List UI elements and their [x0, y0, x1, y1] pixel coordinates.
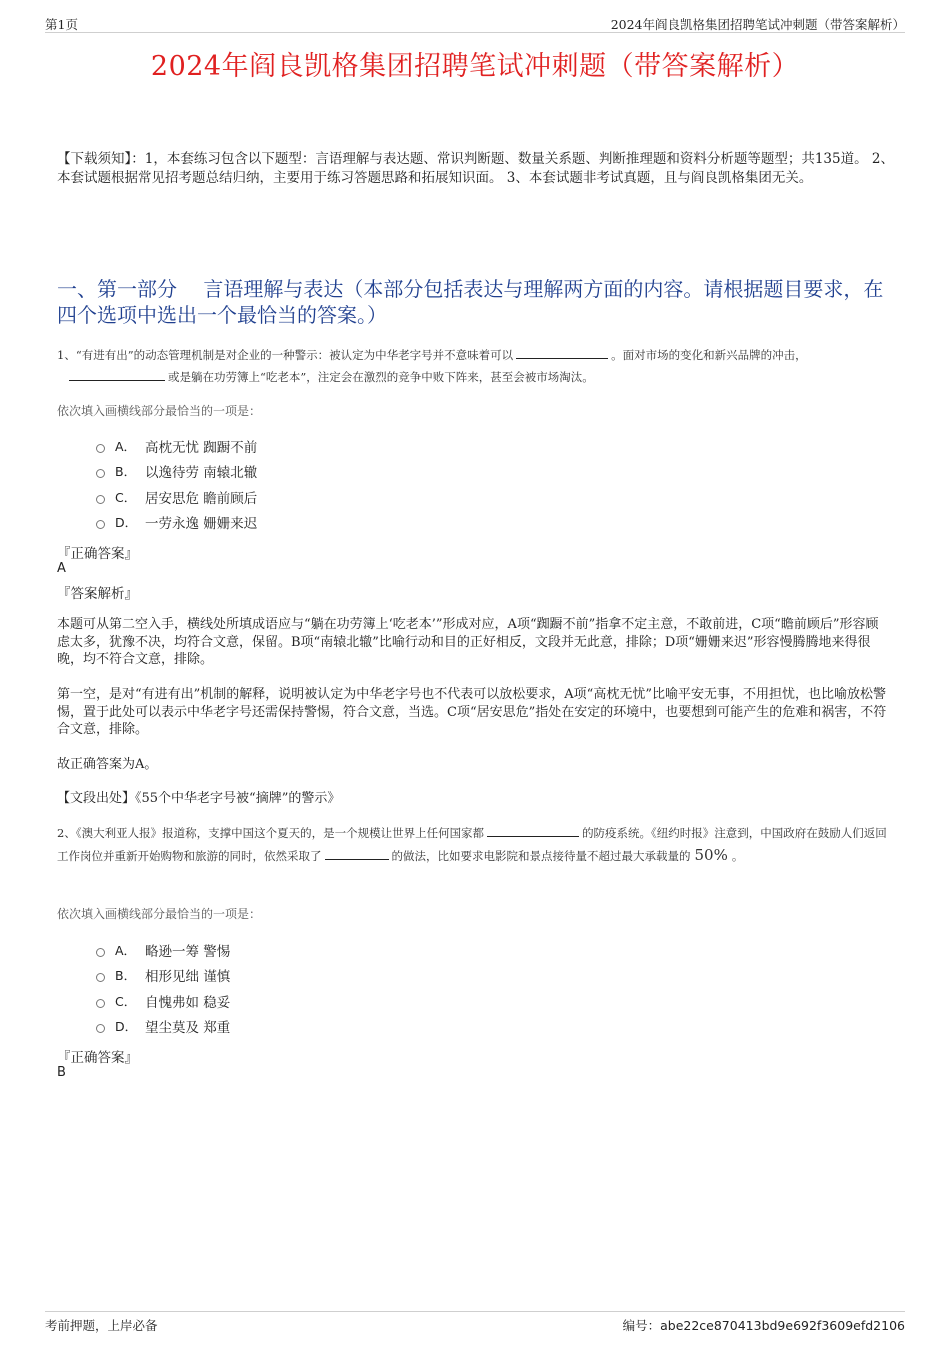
page-header — [45, 14, 905, 33]
question-1-stem — [57, 344, 892, 388]
q1-options — [96, 433, 257, 535]
radio-icon[interactable] — [96, 1024, 105, 1033]
q1-option-a[interactable]: A． 高枕无忧 踟蹰不前 — [96, 433, 257, 459]
q2-option-b[interactable]: B． 相形见绌 谨慎 — [96, 963, 230, 989]
question-2-stem — [57, 822, 892, 867]
radio-icon[interactable] — [96, 973, 105, 982]
q2-stem-part4: 。 — [731, 849, 744, 863]
footer-slogan: 考前押题，上岸必备 — [45, 1318, 158, 1333]
q1-instruction: 依次填入画横线部分最恰当的一项是： — [57, 404, 262, 418]
q2-blank-1 — [487, 824, 579, 837]
document-title: 2024年阎良凯格集团招聘笔试冲刺题（带答案解析） — [150, 51, 800, 82]
q2-option-a[interactable]: A． 略逊一筹 警惕 — [96, 937, 230, 963]
q1-analysis-label: 『答案解析』 — [57, 586, 138, 602]
footer-code-value: abe22ce870413bd9e692f3609efd2106 — [660, 1318, 905, 1333]
footer-code-label: 编号： — [622, 1318, 661, 1333]
q1-option-b[interactable]: B． 以逸待劳 南辕北辙 — [96, 459, 257, 485]
q1-analysis-para-1: 本题可从第二空入手，横线处所填成语应与“躺在功劳簿上‘吃老本’”形成对应，A项“踟蹰不前”指拿不定主意，不敢前进，C项“瞻前顾后”形容顾虑太多，犹豫不决，均符合文意，保留。B项“南辕北辙”比喻行动和目的正好相反，文段并无此意，排除；D项“姗姗来迟”形容慢腾腾地来得很晚，均不符合文意，排除。 — [57, 617, 879, 667]
header-doc-title: 2024年阎良凯格集团招聘笔试冲刺题（带答案解析） — [610, 17, 905, 32]
q2-blank-2 — [325, 847, 389, 860]
radio-icon[interactable] — [96, 948, 105, 957]
q2-correct-answer-label: 『正确答案』 — [57, 1050, 138, 1066]
q1-stem-part2: 。面对市场的变化和新兴品牌的冲击， — [611, 348, 807, 362]
radio-icon[interactable] — [96, 999, 105, 1008]
q1-option-c[interactable]: C． 居安思危 瞻前顾后 — [96, 484, 257, 510]
page-number: 第1页 — [45, 17, 78, 32]
q2-stem-part1: 2、《澳大利亚人报》报道称，支撑中国这个夏天的，是一个规模让世界上任何国家都 — [57, 826, 485, 840]
q2-stem-part3: 的做法，比如要求电影院和景点接待量不超过最大承载量的 — [391, 849, 691, 863]
q2-correct-answer: B — [57, 1065, 66, 1080]
q1-analysis-para-3: 故正确答案为A。 — [57, 757, 158, 772]
q1-blank-1 — [516, 346, 608, 359]
q1-source: 【文段出处】《55个中华老字号被“摘牌”的警示》 — [57, 791, 341, 806]
q1-blank-2 — [69, 368, 165, 381]
q1-correct-answer-label: 『正确答案』 — [57, 546, 138, 562]
q2-option-c[interactable]: C． 自愧弗如 稳妥 — [96, 988, 230, 1014]
q1-correct-answer: A — [57, 561, 66, 576]
section-title: 一、第一部分 言语理解与表达（本部分包括表达与理解两方面的内容。请根据题目要求，在四个选项中选出一个最恰当的答案。） — [57, 277, 884, 327]
radio-icon[interactable] — [96, 495, 105, 504]
q1-option-d[interactable]: D． 一劳永逸 姗姗来迟 — [96, 510, 257, 536]
q2-stem-part2: 的防疫系统。《纽约时报》注意到，中国政府在鼓励人们返回工作岗位并重新开始购物和旅游的同时，依然采取了 — [57, 826, 887, 863]
q2-percent: 50% — [694, 846, 728, 864]
download-notice: 【下载须知】：1，本套练习包含以下题型：言语理解与表达题、常识判断题、数量关系题、判断推理题和资料分析题等题型；共135道。 2、本套试题根据常见招考题总结归纳，主要用于练习答题思路和拓展知识面。 3、本套试题非考试真题，且与阎良凯格集团无关。 — [57, 151, 894, 186]
radio-icon[interactable] — [96, 469, 105, 478]
radio-icon[interactable] — [96, 444, 105, 453]
page-footer — [45, 1311, 905, 1334]
q2-option-d[interactable]: D． 望尘莫及 郑重 — [96, 1014, 230, 1040]
footer-code — [623, 1316, 905, 1334]
q1-analysis-para-2: 第一空，是对“有进有出”机制的解释，说明被认定为中华老字号也不代表可以放松要求，A项“高枕无忧”比喻平安无事，不用担忧，也比喻放松警惕，置于此处可以表示中华老字号还需保持警惕，符合文意，当选。C项“居安思危”指处在安定的环境中，也要想到可能产生的危难和祸害，不符合文意，排除。 — [57, 687, 887, 737]
q2-instruction: 依次填入画横线部分最恰当的一项是： — [57, 907, 262, 921]
radio-icon[interactable] — [96, 520, 105, 529]
q1-stem-part1: 1、“有进有出”的动态管理机制是对企业的一种警示：被认定为中华老字号并不意味着可以 — [57, 348, 514, 362]
q1-stem-part3: 或是躺在功劳簿上“吃老本”，注定会在激烈的竞争中败下阵来，甚至会被市场淘汰。 — [168, 370, 594, 384]
q2-options — [96, 937, 230, 1039]
